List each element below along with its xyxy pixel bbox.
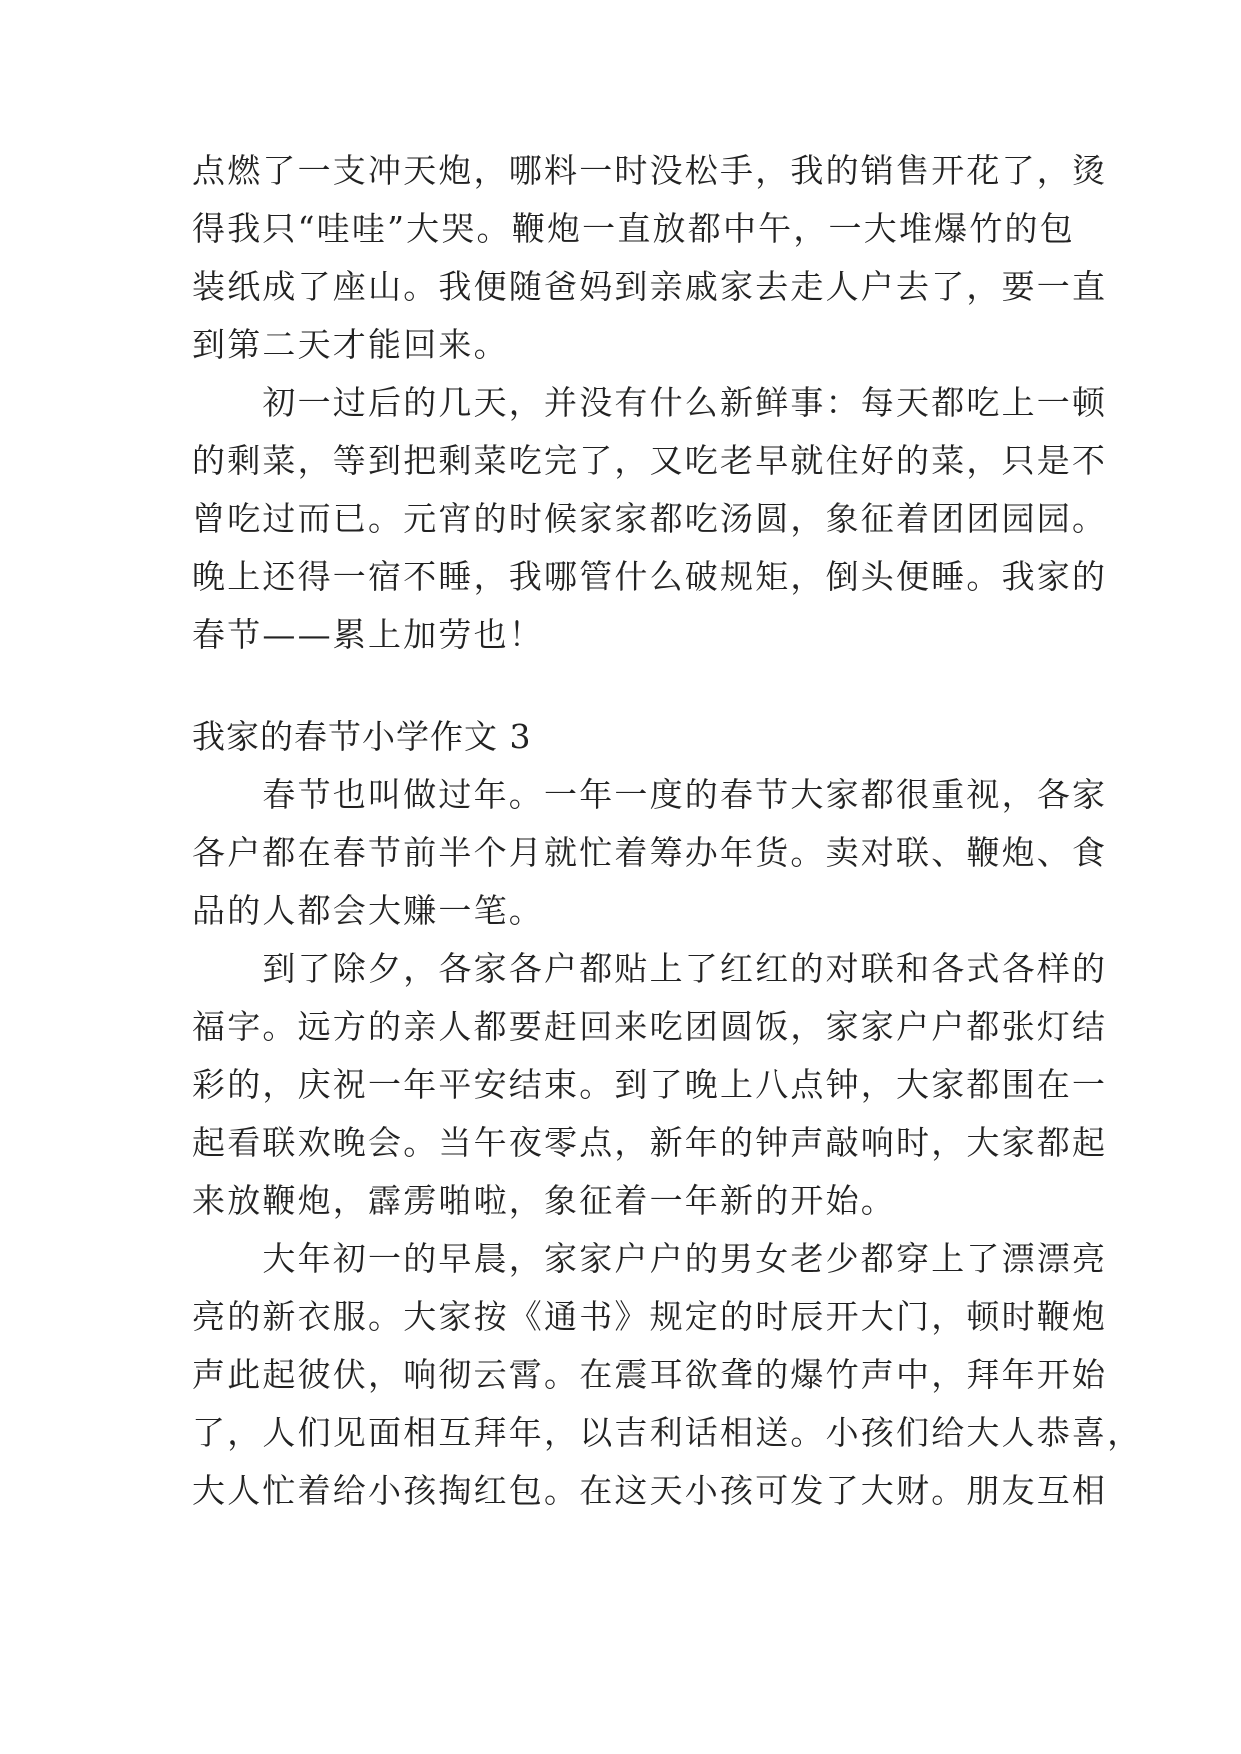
paragraph-spring-festival-intro (192, 766, 1108, 940)
text-line: 初一过后的几天，并没有什么新鲜事：每天都吃上一顿 (192, 383, 1108, 422)
text-line: 的剩菜，等到把剩菜吃完了，又吃老早就住好的菜，只是不 (192, 441, 1108, 480)
text-line: 起看联欢晚会。当午夜零点，新年的钟声敲响时，大家都起 (192, 1123, 1108, 1162)
text-line: 春节也叫做过年。一年一度的春节大家都很重视，各家 (192, 775, 1108, 814)
text-line: 点燃了一支冲天炮，哪料一时没松手，我的销售开花了，烫 (192, 151, 1108, 190)
section-gap (192, 664, 1072, 708)
text-line: 了，人们见面相互拜年，以吉利话相送。小孩们给大人恭喜， (192, 1413, 1143, 1452)
text-line: 声此起彼伏，响彻云霄。在震耳欲聋的爆竹声中，拜年开始 (192, 1355, 1108, 1394)
text-line: 来放鞭炮，霹雳啪啦，象征着一年新的开始。 (192, 1181, 896, 1220)
text-line: 品的人都会大赚一笔。 (192, 891, 544, 930)
text-line: 彩的，庆祝一年平安结束。到了晚上八点钟，大家都围在一 (192, 1065, 1108, 1104)
text-line: 得我只“哇哇”大哭。鞭炮一直放都中午，一大堆爆竹的包 (192, 209, 1075, 248)
text-line: 到了除夕，各家各户都贴上了红红的对联和各式各样的 (192, 949, 1108, 988)
paragraph-fireworks (192, 142, 1108, 374)
text-line: 装纸成了座山。我便随爸妈到亲戚家去走人户去了，要一直 (192, 267, 1108, 306)
text-line: 晚上还得一宿不睡，我哪管什么破规矩，倒头便睡。我家的 (192, 557, 1108, 596)
text-line: 曾吃过而已。元宵的时候家家都吃汤圆，象征着团团园园。 (192, 499, 1108, 538)
text-line: 大年初一的早晨，家家户户的男女老少都穿上了漂漂亮 (192, 1239, 1108, 1278)
text-line: 大人忙着给小孩掏红包。在这天小孩可发了大财。朋友互相 (192, 1471, 1108, 1510)
document-page (192, 142, 1143, 1520)
text-line: 亮的新衣服。大家按《通书》规定的时辰开大门，顿时鞭炮 (192, 1297, 1108, 1336)
section-heading: 我家的春节小学作文 3 (192, 717, 532, 756)
paragraph-first-day (192, 1230, 1143, 1520)
text-line: 到第二天才能回来。 (192, 325, 509, 364)
text-line: 福字。远方的亲人都要赶回来吃团圆饭，家家户户都张灯结 (192, 1007, 1108, 1046)
paragraph-new-years-eve (192, 940, 1108, 1230)
text-line: 春节——累上加劳也！ (192, 615, 544, 654)
paragraph-after-new-year (192, 374, 1108, 664)
text-line: 各户都在春节前半个月就忙着筹办年货。卖对联、鞭炮、食 (192, 833, 1108, 872)
